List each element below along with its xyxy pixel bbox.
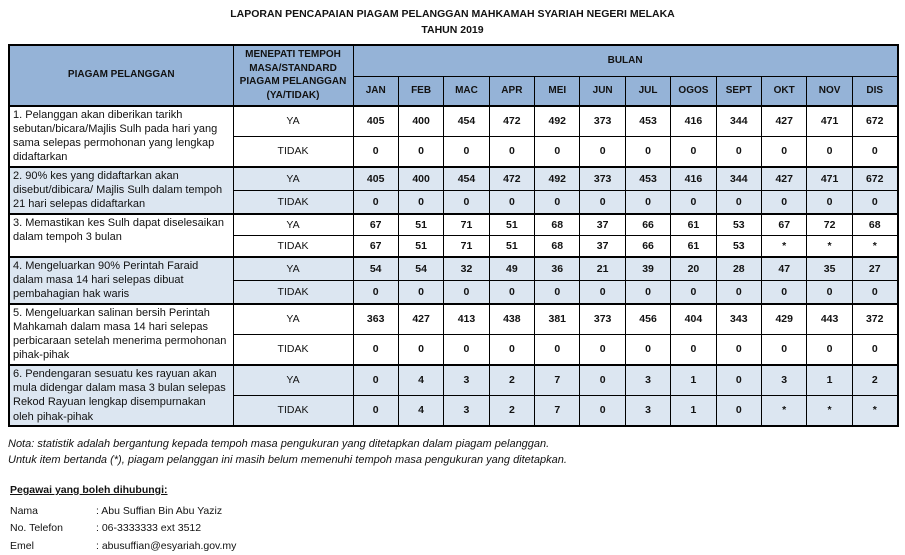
value-cell-ogos: 0 xyxy=(671,334,716,365)
value-cell-jul: 456 xyxy=(625,304,670,335)
charter-item-4-label: 4. Mengeluarkan 90% Perintah Faraid dalam masa 14 hari selepas dibuat pembahagian hak waris xyxy=(9,257,233,304)
contact-label-nama: Nama xyxy=(10,504,39,517)
value-cell-mac: 3 xyxy=(444,365,489,396)
value-cell-feb: 0 xyxy=(398,136,443,167)
value-cell-jun: 0 xyxy=(580,365,625,396)
value-cell-dis: 27 xyxy=(852,257,897,280)
value-cell-dis: 68 xyxy=(852,214,897,236)
value-cell-sept: 53 xyxy=(716,235,761,257)
value-cell-sept: 53 xyxy=(716,214,761,236)
value-cell-feb: 4 xyxy=(398,395,443,426)
report-title-line2: TAHUN 2019 xyxy=(421,24,484,37)
value-cell-apr: 0 xyxy=(489,280,534,303)
value-cell-dis: * xyxy=(852,235,897,257)
value-cell-jan: 0 xyxy=(353,190,398,213)
value-cell-mac: 71 xyxy=(444,235,489,257)
charter-item-4-ya-row xyxy=(9,257,898,280)
value-cell-jul: 453 xyxy=(625,167,670,190)
value-cell-ogos: 1 xyxy=(671,365,716,396)
charter-table-header xyxy=(9,45,898,106)
value-cell-mac: 0 xyxy=(444,334,489,365)
month-header-nov: NOV xyxy=(807,77,852,106)
ya-cell: YA xyxy=(233,214,353,236)
charter-item-5-label: 5. Mengeluarkan salinan bersih Perintah Mahkamah dalam masa 14 hari selepas perbicaraan setelah menerima permohonan pihak-pihak xyxy=(9,304,233,365)
value-cell-jun: 373 xyxy=(580,106,625,137)
value-cell-nov: 0 xyxy=(807,136,852,167)
ya-cell: YA xyxy=(233,304,353,335)
month-header-jun: JUN xyxy=(580,77,625,106)
value-cell-apr: 0 xyxy=(489,334,534,365)
value-cell-nov: 0 xyxy=(807,190,852,213)
value-cell-jun: 21 xyxy=(580,257,625,280)
value-cell-jun: 373 xyxy=(580,167,625,190)
contact-row-telefon xyxy=(10,520,897,537)
value-cell-sept: 0 xyxy=(716,190,761,213)
value-cell-jan: 405 xyxy=(353,167,398,190)
value-cell-okt: 427 xyxy=(762,167,807,190)
value-cell-apr: 51 xyxy=(489,214,534,236)
value-cell-jul: 3 xyxy=(625,365,670,396)
value-cell-mei: 7 xyxy=(535,395,580,426)
value-cell-apr: 49 xyxy=(489,257,534,280)
value-cell-jan: 0 xyxy=(353,334,398,365)
value-cell-sept: 344 xyxy=(716,167,761,190)
value-cell-mac: 71 xyxy=(444,214,489,236)
value-cell-ogos: 416 xyxy=(671,106,716,137)
ya-cell: YA xyxy=(233,167,353,190)
footnote-line-1: Nota: statistik adalah bergantung kepada tempoh masa pengukuran yang ditetapkan dalam piagam pelanggan. xyxy=(8,437,550,450)
month-header-sept: SEPT xyxy=(716,77,761,106)
value-cell-ogos: 0 xyxy=(671,280,716,303)
value-cell-jan: 0 xyxy=(353,280,398,303)
value-cell-nov: 1 xyxy=(807,365,852,396)
month-header-apr: APR xyxy=(489,77,534,106)
value-cell-feb: 0 xyxy=(398,334,443,365)
value-cell-jun: 0 xyxy=(580,136,625,167)
contact-value-emel: : abusuffian@esyariah.gov.my xyxy=(96,539,237,552)
value-cell-mac: 454 xyxy=(444,167,489,190)
month-header-mac: MAC xyxy=(444,77,489,106)
header-menepati-tempoh: MENEPATI TEMPOH MASA/STANDARD PIAGAM PELANGGAN (YA/TIDAK) xyxy=(233,45,353,106)
charter-table xyxy=(8,44,899,427)
value-cell-feb: 427 xyxy=(398,304,443,335)
value-cell-feb: 0 xyxy=(398,280,443,303)
value-cell-mac: 3 xyxy=(444,395,489,426)
value-cell-sept: 28 xyxy=(716,257,761,280)
value-cell-feb: 0 xyxy=(398,190,443,213)
value-cell-nov: 35 xyxy=(807,257,852,280)
value-cell-jul: 66 xyxy=(625,235,670,257)
value-cell-ogos: 416 xyxy=(671,167,716,190)
value-cell-jul: 3 xyxy=(625,395,670,426)
value-cell-ogos: 61 xyxy=(671,214,716,236)
contact-row-emel xyxy=(10,538,897,555)
value-cell-feb: 400 xyxy=(398,106,443,137)
charter-item-3-label: 3. Memastikan kes Sulh dapat diselesaikan dalam tempoh 3 bulan xyxy=(9,214,233,257)
header-bulan: BULAN xyxy=(353,45,898,77)
charter-item-1-ya-row xyxy=(9,106,898,137)
value-cell-ogos: 0 xyxy=(671,190,716,213)
value-cell-apr: 51 xyxy=(489,235,534,257)
value-cell-jan: 405 xyxy=(353,106,398,137)
value-cell-mac: 413 xyxy=(444,304,489,335)
value-cell-nov: 0 xyxy=(807,334,852,365)
value-cell-feb: 400 xyxy=(398,167,443,190)
value-cell-apr: 2 xyxy=(489,395,534,426)
footnotes xyxy=(8,436,897,469)
value-cell-mac: 454 xyxy=(444,106,489,137)
value-cell-nov: 443 xyxy=(807,304,852,335)
value-cell-jul: 0 xyxy=(625,136,670,167)
value-cell-dis: 0 xyxy=(852,334,897,365)
charter-item-2-label: 2. 90% kes yang didaftarkan akan disebut/dibicara/ Majlis Sulh dalam tempoh 21 hari selepas didaftarkan xyxy=(9,167,233,214)
header-group-row xyxy=(9,45,898,77)
value-cell-apr: 0 xyxy=(489,136,534,167)
ya-cell: YA xyxy=(233,106,353,137)
value-cell-mac: 0 xyxy=(444,190,489,213)
value-cell-mei: 0 xyxy=(535,334,580,365)
contact-row-nama xyxy=(10,503,897,520)
value-cell-sept: 0 xyxy=(716,365,761,396)
value-cell-jan: 363 xyxy=(353,304,398,335)
value-cell-nov: * xyxy=(807,235,852,257)
value-cell-apr: 0 xyxy=(489,190,534,213)
value-cell-mei: 492 xyxy=(535,106,580,137)
ya-cell: YA xyxy=(233,365,353,396)
value-cell-jul: 66 xyxy=(625,214,670,236)
value-cell-okt: 0 xyxy=(762,136,807,167)
value-cell-dis: 0 xyxy=(852,280,897,303)
value-cell-nov: * xyxy=(807,395,852,426)
value-cell-apr: 2 xyxy=(489,365,534,396)
value-cell-ogos: 404 xyxy=(671,304,716,335)
value-cell-sept: 0 xyxy=(716,280,761,303)
contact-label-telefon: No. Telefon xyxy=(10,522,63,535)
value-cell-ogos: 0 xyxy=(671,136,716,167)
value-cell-jun: 0 xyxy=(580,280,625,303)
value-cell-sept: 344 xyxy=(716,106,761,137)
value-cell-jan: 67 xyxy=(353,235,398,257)
value-cell-mei: 0 xyxy=(535,136,580,167)
value-cell-jan: 54 xyxy=(353,257,398,280)
header-piagam-pelanggan: PIAGAM PELANGGAN xyxy=(9,45,233,106)
value-cell-dis: 672 xyxy=(852,167,897,190)
value-cell-nov: 0 xyxy=(807,280,852,303)
value-cell-okt: 67 xyxy=(762,214,807,236)
value-cell-dis: 0 xyxy=(852,136,897,167)
tidak-cell: TIDAK xyxy=(233,136,353,167)
month-header-okt: OKT xyxy=(762,77,807,106)
value-cell-apr: 472 xyxy=(489,106,534,137)
value-cell-mac: 0 xyxy=(444,280,489,303)
tidak-cell: TIDAK xyxy=(233,235,353,257)
tidak-cell: TIDAK xyxy=(233,280,353,303)
value-cell-sept: 343 xyxy=(716,304,761,335)
value-cell-sept: 0 xyxy=(716,395,761,426)
value-cell-okt: * xyxy=(762,235,807,257)
charter-item-3-ya-row xyxy=(9,214,898,236)
value-cell-jul: 0 xyxy=(625,190,670,213)
value-cell-dis: 672 xyxy=(852,106,897,137)
value-cell-feb: 51 xyxy=(398,214,443,236)
value-cell-dis: 0 xyxy=(852,190,897,213)
value-cell-nov: 471 xyxy=(807,106,852,137)
value-cell-jul: 39 xyxy=(625,257,670,280)
value-cell-sept: 0 xyxy=(716,136,761,167)
value-cell-jul: 0 xyxy=(625,280,670,303)
charter-item-1-label: 1. Pelanggan akan diberikan tarikh sebutan/bicara/Majlis Sulh pada hari yang sama selepas permohonan yang lengkap didaftarkan xyxy=(9,106,233,167)
charter-item-2-ya-row xyxy=(9,167,898,190)
value-cell-okt: 47 xyxy=(762,257,807,280)
value-cell-okt: 0 xyxy=(762,334,807,365)
value-cell-dis: 2 xyxy=(852,365,897,396)
tidak-cell: TIDAK xyxy=(233,395,353,426)
contact-section xyxy=(10,484,897,555)
value-cell-mei: 36 xyxy=(535,257,580,280)
value-cell-mei: 381 xyxy=(535,304,580,335)
contact-value-telefon: : 06-3333333 ext 3512 xyxy=(96,522,202,535)
value-cell-jan: 67 xyxy=(353,214,398,236)
value-cell-okt: 429 xyxy=(762,304,807,335)
month-header-jan: JAN xyxy=(353,77,398,106)
month-header-dis: DIS xyxy=(852,77,897,106)
value-cell-mei: 0 xyxy=(535,280,580,303)
value-cell-okt: 427 xyxy=(762,106,807,137)
footnote-line-2: Untuk item bertanda (*), piagam pelanggan ini masih belum memenuhi tempoh masa pengukuran yang ditetapkan. xyxy=(8,454,567,467)
value-cell-mei: 68 xyxy=(535,235,580,257)
value-cell-mei: 492 xyxy=(535,167,580,190)
charter-item-6-label: 6. Pendengaran sesuatu kes rayuan akan mula didengar dalam masa 3 bulan selepas Rekod Rayuan lengkap disempurnakan oleh pihak-pihak xyxy=(9,365,233,426)
month-header-mei: MEI xyxy=(535,77,580,106)
ya-cell: YA xyxy=(233,257,353,280)
value-cell-ogos: 1 xyxy=(671,395,716,426)
contact-label-emel: Emel xyxy=(10,539,34,552)
value-cell-mei: 0 xyxy=(535,190,580,213)
value-cell-okt: 0 xyxy=(762,190,807,213)
value-cell-jun: 0 xyxy=(580,395,625,426)
value-cell-mac: 32 xyxy=(444,257,489,280)
value-cell-feb: 51 xyxy=(398,235,443,257)
charter-item-5-ya-row xyxy=(9,304,898,335)
value-cell-ogos: 61 xyxy=(671,235,716,257)
value-cell-jun: 0 xyxy=(580,190,625,213)
value-cell-apr: 472 xyxy=(489,167,534,190)
value-cell-jul: 0 xyxy=(625,334,670,365)
value-cell-okt: * xyxy=(762,395,807,426)
report-title xyxy=(0,0,905,39)
value-cell-nov: 471 xyxy=(807,167,852,190)
report-title-line1: LAPORAN PENCAPAIAN PIAGAM PELANGGAN MAHKAMAH SYARIAH NEGERI MELAKA xyxy=(230,8,675,20)
value-cell-apr: 438 xyxy=(489,304,534,335)
value-cell-mac: 0 xyxy=(444,136,489,167)
value-cell-jun: 373 xyxy=(580,304,625,335)
value-cell-okt: 3 xyxy=(762,365,807,396)
tidak-cell: TIDAK xyxy=(233,334,353,365)
value-cell-mei: 7 xyxy=(535,365,580,396)
tidak-cell: TIDAK xyxy=(233,190,353,213)
value-cell-jun: 37 xyxy=(580,235,625,257)
value-cell-sept: 0 xyxy=(716,334,761,365)
value-cell-dis: * xyxy=(852,395,897,426)
value-cell-jan: 0 xyxy=(353,395,398,426)
value-cell-nov: 72 xyxy=(807,214,852,236)
value-cell-ogos: 20 xyxy=(671,257,716,280)
contact-heading: Pegawai yang boleh dihubungi: xyxy=(10,483,168,496)
month-header-ogos: OGOS xyxy=(671,77,716,106)
value-cell-dis: 372 xyxy=(852,304,897,335)
value-cell-jun: 0 xyxy=(580,334,625,365)
value-cell-okt: 0 xyxy=(762,280,807,303)
value-cell-feb: 4 xyxy=(398,365,443,396)
value-cell-jul: 453 xyxy=(625,106,670,137)
value-cell-jan: 0 xyxy=(353,136,398,167)
contact-value-nama: : Abu Suffian Bin Abu Yaziz xyxy=(96,504,223,517)
value-cell-jan: 0 xyxy=(353,365,398,396)
value-cell-feb: 54 xyxy=(398,257,443,280)
month-header-jul: JUL xyxy=(625,77,670,106)
value-cell-mei: 68 xyxy=(535,214,580,236)
month-header-feb: FEB xyxy=(398,77,443,106)
value-cell-jun: 37 xyxy=(580,214,625,236)
charter-item-6-ya-row xyxy=(9,365,898,396)
charter-table-body xyxy=(9,106,898,426)
